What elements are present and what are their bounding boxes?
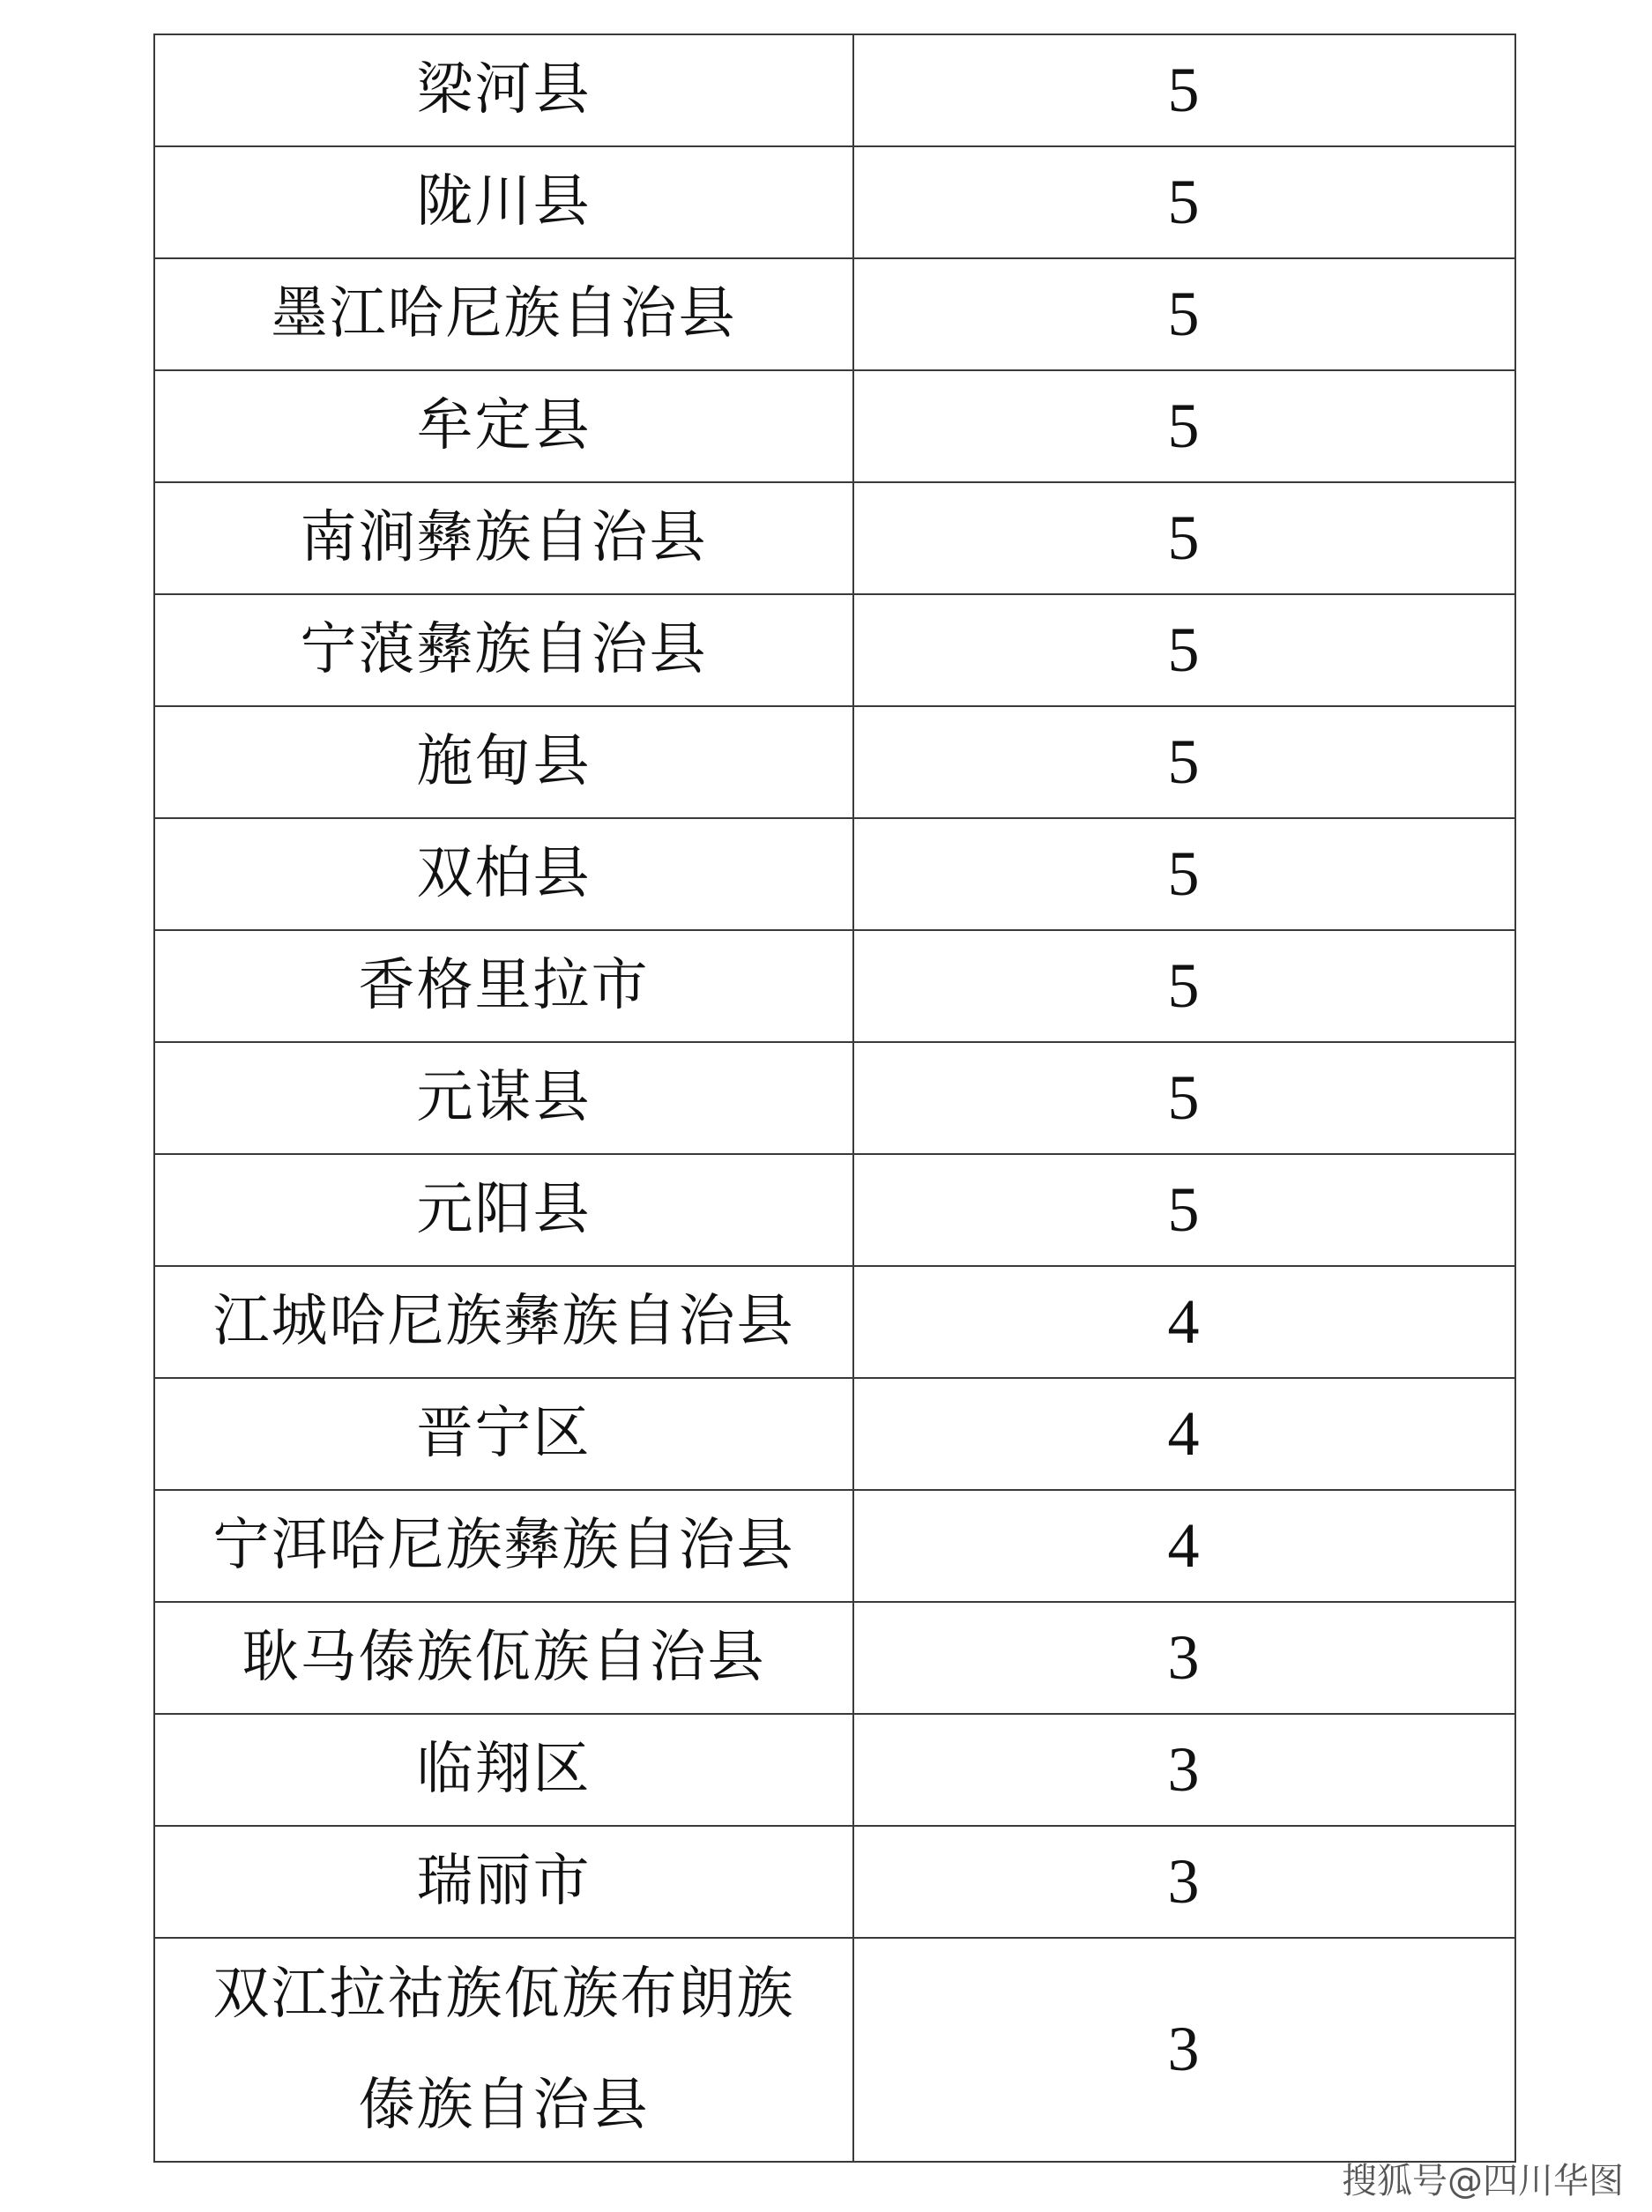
count-cell: 5 [853, 34, 1515, 146]
watermark-text: 搜狐号@四川华图 [1342, 2161, 1624, 2201]
county-name-cell: 元阳县 [154, 1154, 853, 1266]
count-cell: 5 [853, 258, 1515, 370]
county-name-cell: 梁河县 [154, 34, 853, 146]
count-cell: 5 [853, 1154, 1515, 1266]
count-cell: 5 [853, 482, 1515, 594]
county-name-cell [154, 1938, 853, 2162]
count-cell: 5 [853, 370, 1515, 482]
table-row [154, 706, 1515, 818]
table-row [154, 1826, 1515, 1938]
table-row [154, 34, 1515, 146]
table-row [154, 370, 1515, 482]
table-row [154, 1042, 1515, 1154]
table-row [154, 482, 1515, 594]
count-cell: 4 [853, 1378, 1515, 1490]
count-cell: 5 [853, 594, 1515, 706]
county-name-cell: 南涧彝族自治县 [154, 482, 853, 594]
table-row [154, 1266, 1515, 1378]
count-cell: 3 [853, 1938, 1515, 2162]
county-name-cell: 晋宁区 [154, 1378, 853, 1490]
count-cell: 4 [853, 1490, 1515, 1602]
county-name-cell: 耿马傣族佤族自治县 [154, 1602, 853, 1714]
county-name-cell: 陇川县 [154, 146, 853, 258]
table-row [154, 1378, 1515, 1490]
count-cell: 5 [853, 706, 1515, 818]
county-name-cell: 江城哈尼族彝族自治县 [154, 1266, 853, 1378]
table-row [154, 1154, 1515, 1266]
county-name-cell: 临翔区 [154, 1714, 853, 1826]
count-cell: 4 [853, 1266, 1515, 1378]
county-name-cell: 元谋县 [154, 1042, 853, 1154]
table-row [154, 930, 1515, 1042]
table-row [154, 818, 1515, 930]
count-cell: 5 [853, 818, 1515, 930]
county-name-line-2: 傣族自治县 [358, 2073, 650, 2138]
county-name-cell: 宁蒗彝族自治县 [154, 594, 853, 706]
county-name-cell: 牟定县 [154, 370, 853, 482]
county-name-cell: 宁洱哈尼族彝族自治县 [154, 1490, 853, 1602]
county-table-wrapper [153, 34, 1514, 2163]
count-cell: 3 [853, 1826, 1515, 1938]
county-table [153, 34, 1516, 2163]
county-name-cell: 香格里拉市 [154, 930, 853, 1042]
count-cell: 5 [853, 930, 1515, 1042]
table-row [154, 1490, 1515, 1602]
table-row [154, 1714, 1515, 1826]
table-row [154, 1938, 1515, 2162]
county-name-line-1: 双江拉祜族佤族布朗族 [212, 1962, 795, 2027]
table-row [154, 594, 1515, 706]
county-name-cell: 墨江哈尼族自治县 [154, 258, 853, 370]
county-name-cell: 施甸县 [154, 706, 853, 818]
table-row [154, 146, 1515, 258]
county-name-cell: 双柏县 [154, 818, 853, 930]
count-cell: 5 [853, 1042, 1515, 1154]
county-name-cell: 瑞丽市 [154, 1826, 853, 1938]
table-row [154, 258, 1515, 370]
count-cell: 5 [853, 146, 1515, 258]
table-row [154, 1602, 1515, 1714]
count-cell: 3 [853, 1602, 1515, 1714]
count-cell: 3 [853, 1714, 1515, 1826]
